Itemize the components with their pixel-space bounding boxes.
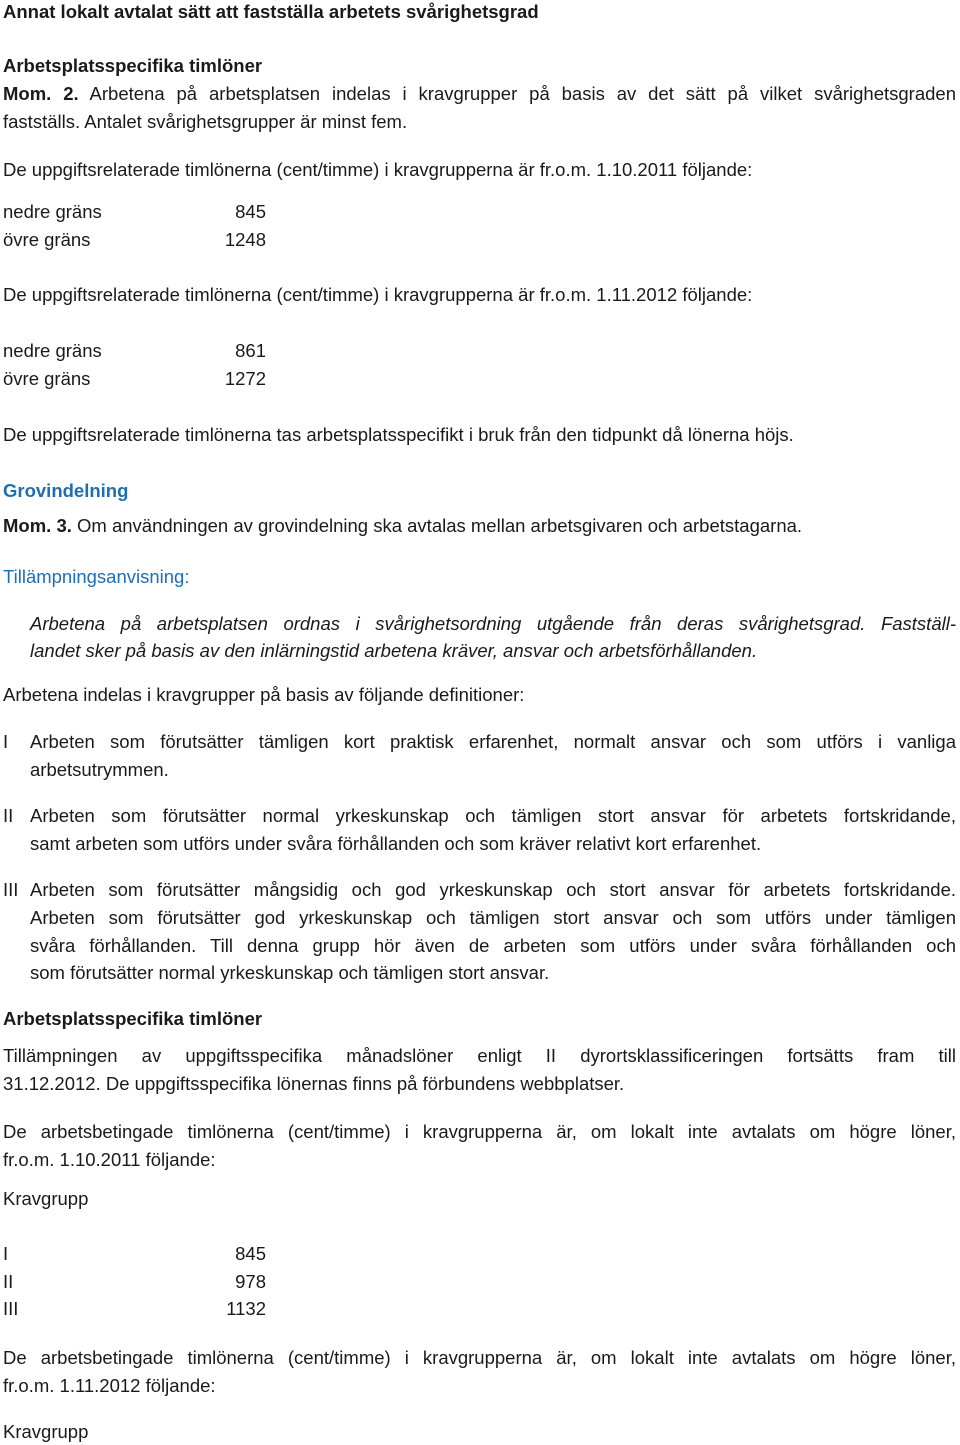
limit-2012-upper-label: övre gräns [3, 368, 91, 389]
mom3-paragraph [3, 515, 802, 537]
intro-2011: De uppgiftsrelaterade timlönerna (cent/timme) i kravgrupperna är fr.o.m. 1.10.2011 följande: [3, 159, 753, 180]
definitions-intro: Arbetena indelas i kravgrupper på basis av följande definitioner: [3, 684, 525, 705]
rate-2011-value-ii: 978 [235, 1271, 266, 1292]
group-i-line1: Arbeten som förutsätter tämligen kort praktisk erfarenhet, normalt ansvar och som utförs i vanliga [30, 731, 956, 752]
group-iii-line2: Arbeten som förutsätter god yrkeskunskap och tämligen stort ansvar och som utförs under tämligen [30, 907, 956, 928]
mom2-paragraph-line1 [3, 83, 956, 105]
tillampningsanvisning-label: Tillämpningsanvisning: [3, 566, 190, 587]
mom3-text: Om användningen av grovindelning ska avtalas mellan arbetsgivaren och arbetstagarna. [77, 515, 803, 536]
intro-2012: De uppgiftsrelaterade timlönerna (cent/timme) i kravgrupperna är fr.o.m. 1.11.2012 följande: [3, 284, 753, 305]
group-ii-roman: II [3, 805, 14, 826]
anvisning-text-line2: landet sker på basis av den inlärningstid arbetena kräver, ansvar och arbetsförhållanden. [30, 640, 758, 661]
group-iii-roman: III [3, 879, 19, 900]
mom3-label: Mom. 3. [3, 515, 72, 536]
grovindelning-heading: Grovindelning [3, 480, 129, 501]
rate-2011-value-i: 845 [235, 1243, 266, 1264]
limit-2011-lower-label: nedre gräns [3, 201, 102, 222]
implementation-note: De uppgiftsrelaterade timlönerna tas arbetsplatsspecifikt i bruk från den tidpunkt då lönerna höjs. [3, 424, 794, 445]
section2-para1-line1: Tillämpningen av uppgiftsspecifika månadslöner enligt II dyrortsklassificeringen fortsätts fram till [3, 1045, 956, 1066]
document-title: Annat lokalt avtalat sätt att fastställa arbetets svårighetsgrad [3, 1, 539, 22]
section-heading-timloner: Arbetsplatsspecifika timlöner [3, 55, 263, 76]
kravgrupp-label-2: Kravgrupp [3, 1421, 89, 1442]
limit-2012-lower-label: nedre gräns [3, 340, 102, 361]
group-ii-line2: samt arbeten som utförs under svåra förhållanden och som kräver relativt kort erfarenhet. [30, 833, 762, 854]
rate-2011-group-iii: III [3, 1298, 19, 1319]
group-i-roman: I [3, 731, 9, 752]
group-i-line2: arbetsutrymmen. [30, 759, 169, 780]
rate-2011-value-iii: 1132 [226, 1298, 266, 1319]
mom2-text-line1: Arbetena på arbetsplatsen indelas i kravgrupper på basis av det sätt på vilket svårighetsgraden [89, 83, 956, 104]
kravgrupp-label-1: Kravgrupp [3, 1188, 89, 1209]
limit-2011-lower-value: 845 [235, 201, 266, 222]
group-iii-line4: som förutsätter normal yrkeskunskap och tämligen stort ansvar. [30, 962, 550, 983]
section2-para1-line2: 31.12.2012. De uppgiftsspecifika lönernas finns på förbundens webbplatser. [3, 1073, 625, 1094]
rate-2011-group-ii: II [3, 1271, 14, 1292]
section2-para2-line1: De arbetsbetingade timlönerna (cent/timme) i kravgrupperna är, om lokalt inte avtalats om högre löner, [3, 1121, 956, 1142]
anvisning-text-line1: Arbetena på arbetsplatsen ordnas i svårighetsordning utgående från deras svårighetsgrad. Fastställ- [30, 613, 956, 634]
limit-2012-lower-value: 861 [235, 340, 266, 361]
group-ii-line1: Arbeten som förutsätter normal yrkeskunskap och tämligen stort ansvar för arbetets fortskridande, [30, 805, 956, 826]
mom2-text-line2: fastställs. Antalet svårighetsgrupper är minst fem. [3, 111, 408, 132]
rate-2011-group-i: I [3, 1243, 9, 1264]
mom2-label: Mom. 2. [3, 83, 79, 104]
section2-para3-line1: De arbetsbetingade timlönerna (cent/timme) i kravgrupperna är, om lokalt inte avtalats om högre löner, [3, 1347, 956, 1368]
limit-2012-upper-value: 1272 [224, 368, 266, 389]
limit-2011-upper-label: övre gräns [3, 229, 91, 250]
group-iii-line1: Arbeten som förutsätter mångsidig och god yrkeskunskap och stort ansvar för arbetets fortskridande. [30, 879, 956, 900]
section2-para3-line2: fr.o.m. 1.11.2012 följande: [3, 1375, 216, 1396]
group-iii-line3: svåra förhållanden. Till denna grupp hör även de arbeten som utförs under svåra förhållanden och [30, 935, 956, 956]
section2-para2-line2: fr.o.m. 1.10.2011 följande: [3, 1149, 216, 1170]
section2-heading: Arbetsplatsspecifika timlöner [3, 1008, 263, 1029]
limit-2011-upper-value: 1248 [224, 229, 266, 250]
